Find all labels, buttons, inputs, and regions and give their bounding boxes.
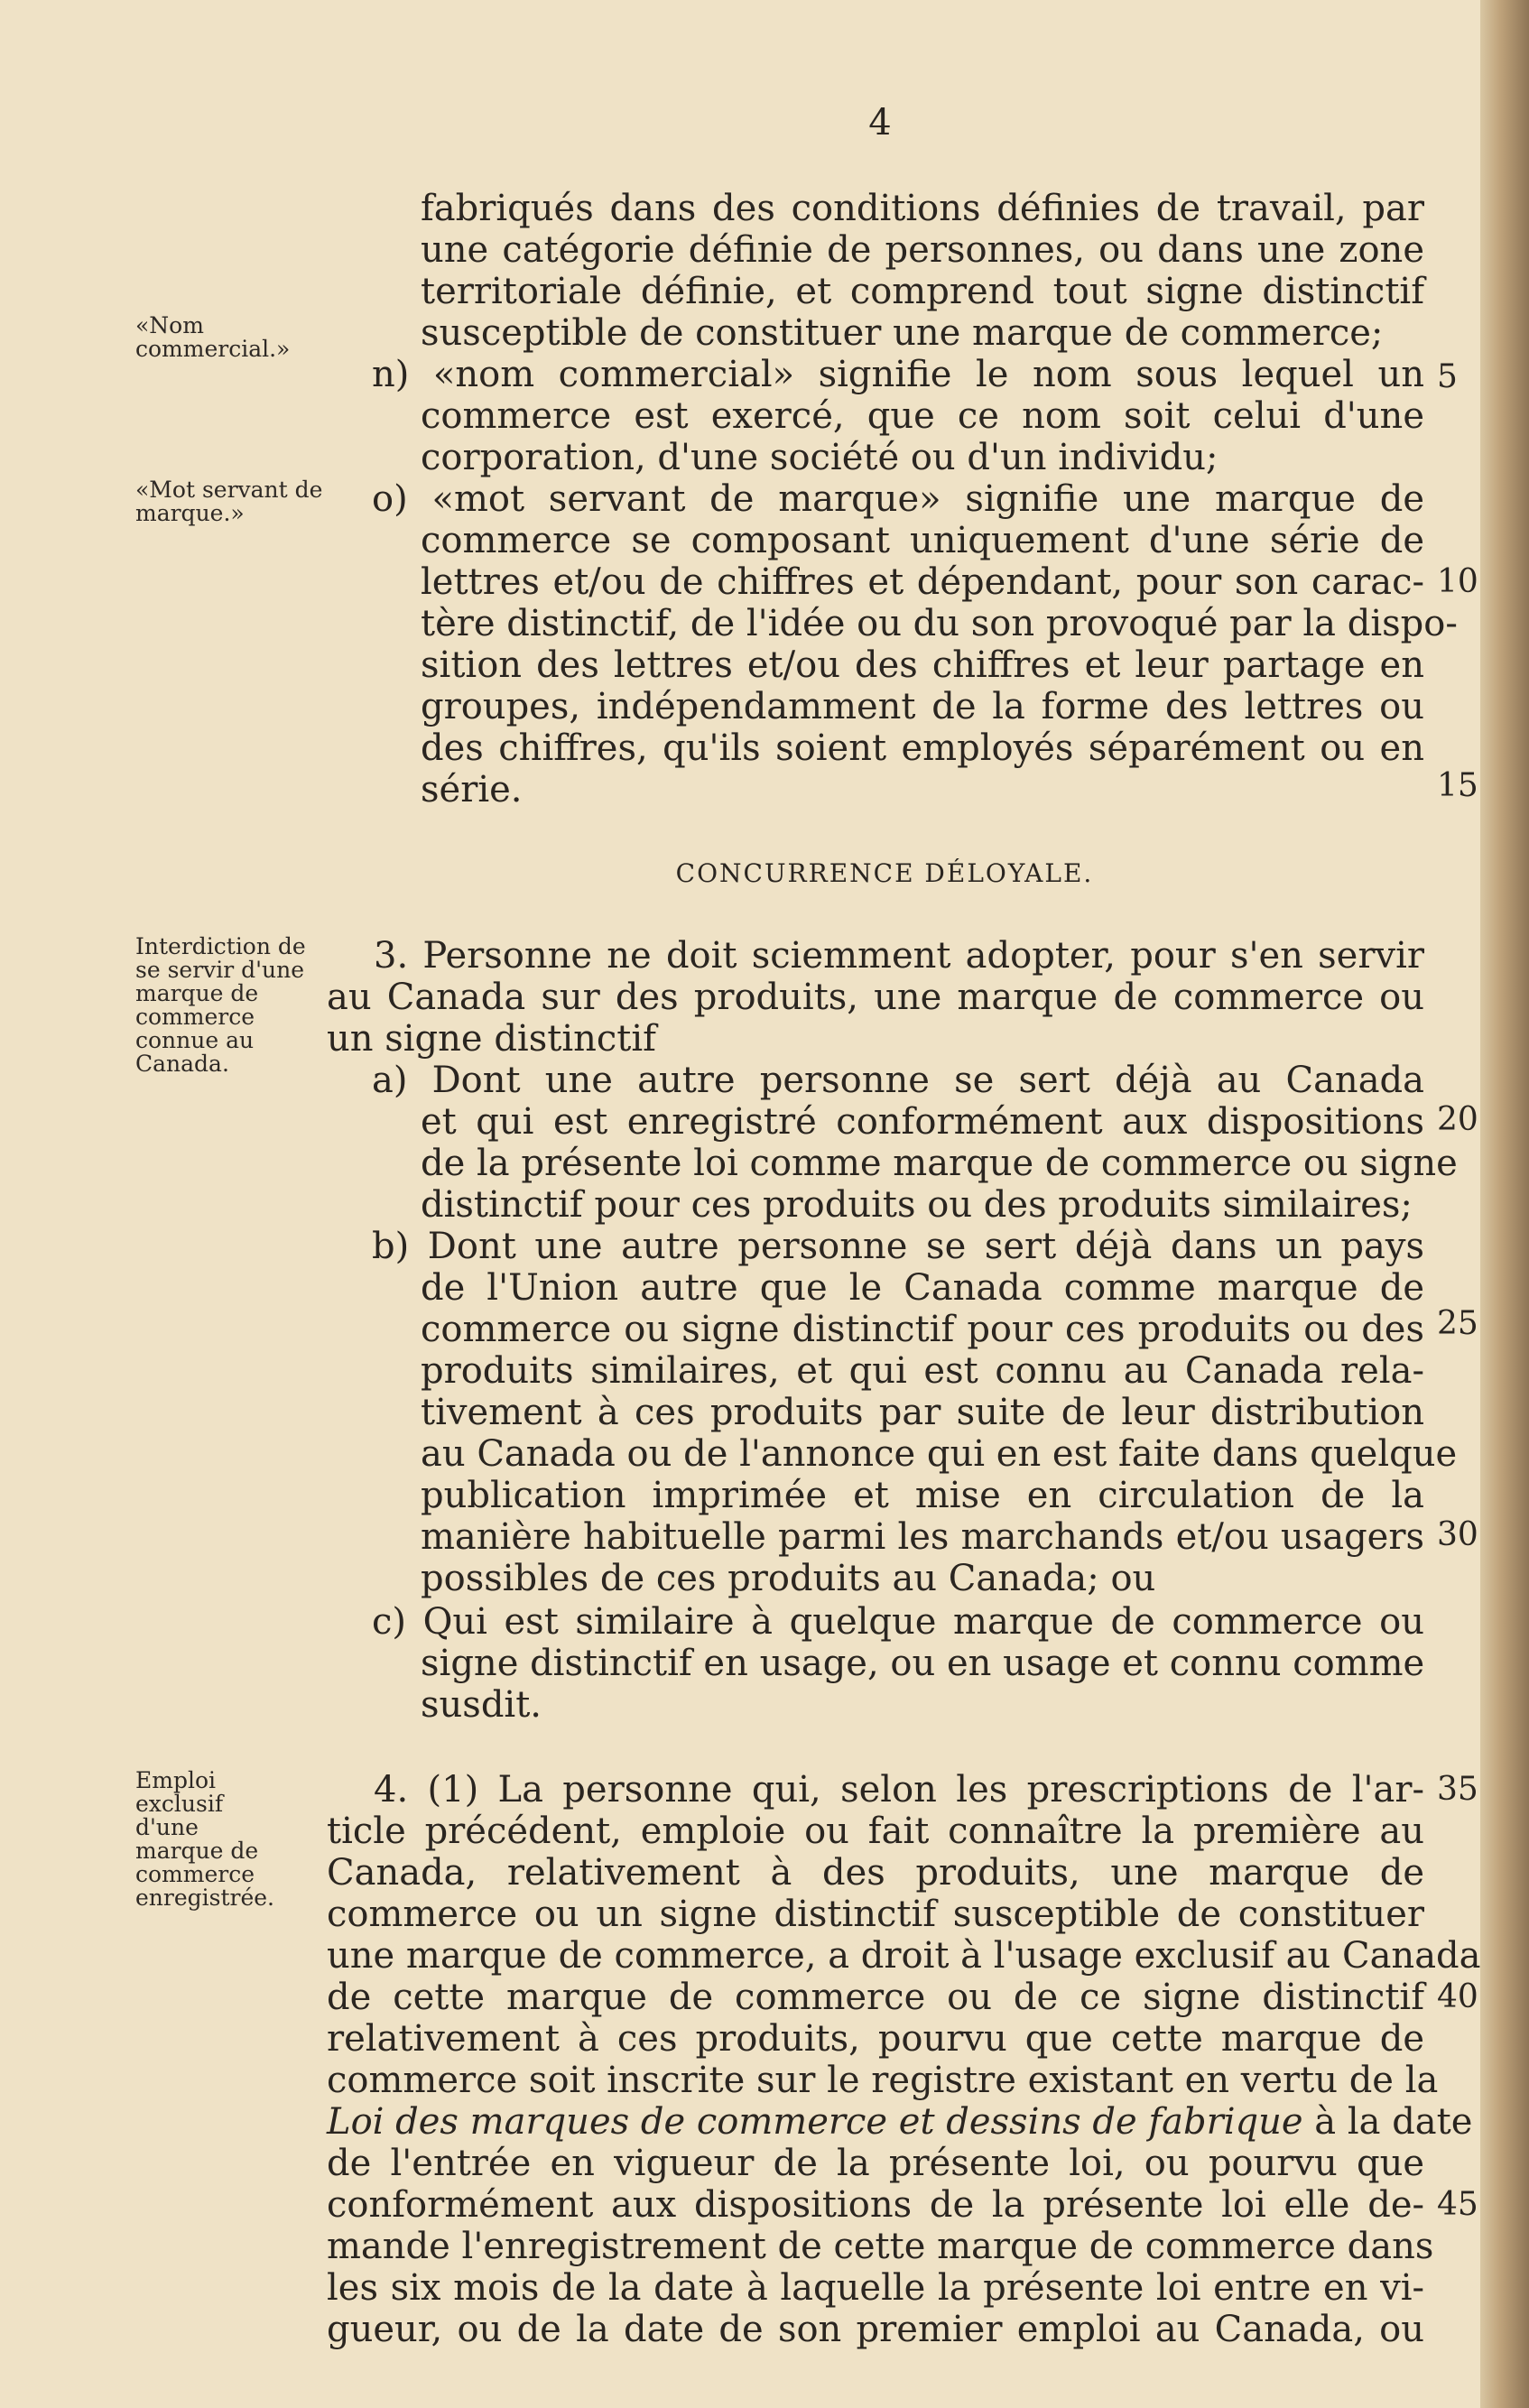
text-line: n) «nom commercial» signifie le nom sous lequel un [372,354,1424,395]
paragraph-continuation [421,188,1424,354]
text-line: de cette marque de commerce ou de ce signe distinctif [327,1977,1424,2018]
line-number: 45 [1437,2186,1478,2223]
text-line: commerce se composant uniquement d'une série de [421,520,1424,561]
margin-note-nom-commercial: «Nom commercial.» [135,312,291,362]
text-line: un signe distinctif [327,1018,656,1060]
text-line: tivement à ces produits par suite de leur distribution [421,1392,1424,1433]
text-line: b) Dont une autre personne se sert déjà dans un pays [372,1226,1424,1267]
margin-note-mot-servant: «Mot servant de marque.» [135,477,323,526]
line-number: 20 [1437,1101,1478,1138]
text-line: o) «mot servant de marque» signifie une marque de [372,478,1424,520]
text-line: produits similaires, et qui est connu au Canada rela- [421,1350,1424,1392]
text-line: les six mois de la date à laquelle la présente loi entre en vi- [327,2267,1424,2309]
text-line: commerce est exercé, que ce nom soit celui d'une [421,395,1424,437]
text-line: 3. Personne ne doit sciemment adopter, pour s'en servir [374,935,1424,977]
text-line: gueur, ou de la date de son premier emploi au Canada, ou [327,2309,1424,2350]
text-line: commerce ou signe distinctif pour ces produits ou des [421,1309,1424,1350]
section-3 [327,935,1424,1060]
text-line: lettres et/ou de chiffres et dépendant, pour son carac- [421,561,1424,603]
line-number: 25 [1437,1305,1478,1342]
italic-title: Loi des marques de commerce et dessins de fabrique [327,2101,1303,2143]
text-line: groupes, indépendamment de la forme des lettres ou [421,686,1424,727]
section-3-c [372,1601,1424,1726]
line-number: 35 [1437,1771,1478,1808]
line-number: 5 [1437,358,1458,395]
text-line: mande l'enregistrement de cette marque de commerce dans [327,2226,1434,2267]
text-line: une marque de commerce, a droit à l'usage exclusif au Canada [327,1935,1481,1977]
line-number: 15 [1437,767,1478,804]
text-line: commerce soit inscrite sur le registre existant en vertu de la [327,2060,1439,2101]
text-line: au Canada ou de l'annonce qui en est faite dans quelque [421,1433,1458,1475]
text-line: série. [421,769,523,810]
text-line: des chiffres, qu'ils soient employés séparément ou en [421,727,1424,769]
text-line: Canada, relativement à des produits, une marque de [327,1852,1424,1894]
text-line: publication imprimée et mise en circulation de la [421,1475,1424,1516]
definition-n [372,354,1424,478]
margin-note-interdiction: Interdiction de se servir d'une marque de commerce connue au Canada. [135,933,306,1077]
text-line: 4. (1) La personne qui, selon les prescriptions de l'ar- [374,1769,1424,1811]
text-line: signe distinctif en usage, ou en usage et connu comme [421,1643,1425,1684]
page-number: 4 [868,102,892,144]
text-line: ticle précédent, emploie ou fait connaître la première au [327,1811,1424,1852]
text-line: et qui est enregistré conformément aux dispositions [421,1101,1424,1143]
text-line: de l'Union autre que le Canada comme marque de [421,1267,1424,1309]
text-line: de l'entrée en vigueur de la présente loi, ou pourvu que [327,2143,1424,2184]
text-line: manière habituelle parmi les marchands et/ou usagers [421,1516,1424,1558]
text-line: une catégorie définie de personnes, ou dans une zone [421,229,1424,271]
line-number: 30 [1437,1516,1478,1553]
text-line: relativement à ces produits, pourvu que cette marque de [327,2018,1424,2060]
text-line: territoriale définie, et comprend tout signe distinctif [421,271,1424,312]
text-line: corporation, d'une société ou d'un individu; [421,437,1219,478]
text-line: c) Qui est similaire à quelque marque de commerce ou [372,1601,1424,1643]
text-line: tère distinctif, de l'idée ou du son provoqué par la dispo- [421,603,1458,644]
text-line: commerce ou un signe distinctif susceptible de constituer [327,1894,1424,1935]
text-line: susdit. [421,1684,542,1726]
text-line: au Canada sur des produits, une marque de commerce ou [327,977,1424,1018]
text-line-italic [327,2101,1473,2143]
page-edge [1480,0,1529,2408]
section-heading: CONCURRENCE DÉLOYALE. [675,858,1094,888]
line-number: 40 [1437,1978,1478,2015]
text-line: fabriqués dans des conditions définies de travail, par [421,188,1424,229]
text-line: de la présente loi comme marque de commerce ou signe [421,1143,1458,1184]
line-number: 10 [1437,563,1478,600]
text-line: possibles de ces produits au Canada; ou [421,1558,1156,1599]
text-line: sition des lettres et/ou des chiffres et leur partage en [421,644,1424,686]
text-line: susceptible de constituer une marque de commerce; [421,312,1384,354]
text-line: distinctif pour ces produits ou des produits similaires; [421,1184,1413,1226]
text-line: a) Dont une autre personne se sert déjà au Canada [372,1060,1424,1101]
text-line: conformément aux dispositions de la présente loi elle de- [327,2184,1424,2226]
margin-note-emploi-exclusif: Emploi exclusif d'une marque de commerce enregistrée. [135,1767,275,1911]
text-fragment: à la date [1302,2101,1473,2143]
